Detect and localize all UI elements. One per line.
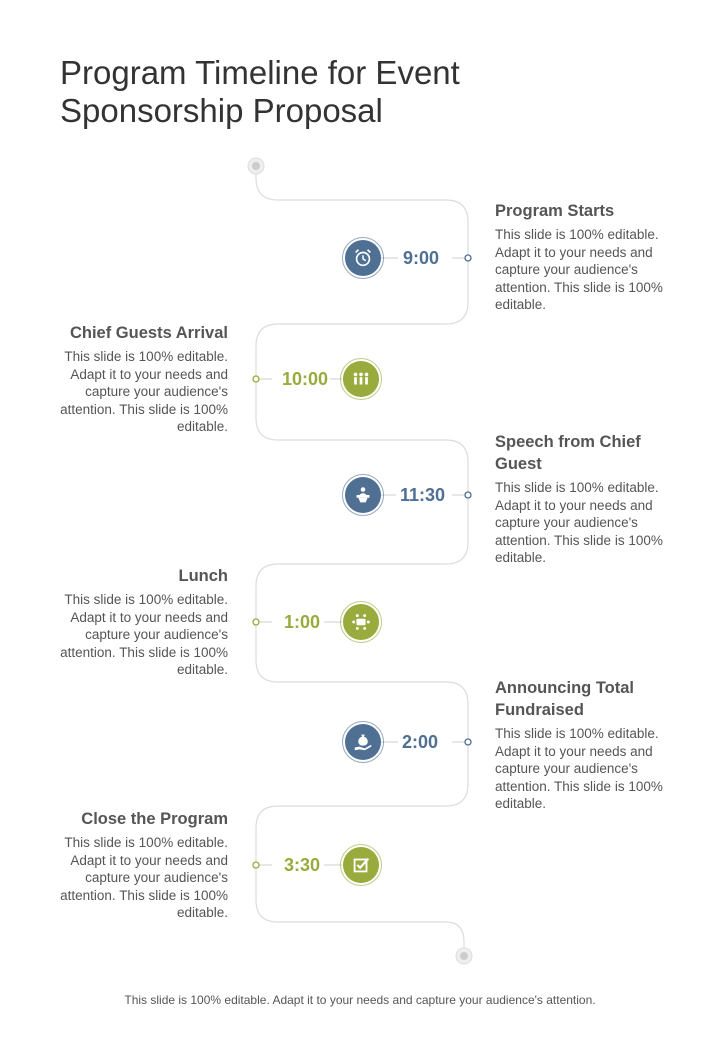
event-block-program-starts [495, 200, 670, 314]
event-block-close-the-program [33, 808, 228, 922]
event-block-speech-from-chief-guest [495, 431, 670, 567]
event-block-announcing-total-fundraised [495, 677, 670, 813]
event-time: 3:30 [283, 855, 320, 875]
event-block-lunch [33, 565, 228, 679]
speaker-podium-icon [345, 477, 381, 513]
event-time: 1:00 [283, 612, 320, 632]
event-description: This slide is 100% editable. Adapt it to your needs and capture your audience's attention. This slide is 100% editable. [495, 726, 663, 811]
event-block-chief-guests-arrival [33, 322, 228, 436]
event-title: Announcing Total Fundraised [495, 679, 635, 719]
footer-note: This slide is 100% editable. Adapt it to your needs and capture your audience's attention. [124, 993, 596, 1007]
event-title: Speech from Chief Guest [495, 433, 641, 473]
event-description: This slide is 100% editable. Adapt it to your needs and capture your audience's attention. This slide is 100% editable. [60, 835, 228, 920]
alarm-clock-icon [345, 240, 381, 276]
people-group-icon [343, 361, 379, 397]
event-description: This slide is 100% editable. Adapt it to your needs and capture your audience's attention. This slide is 100% editable. [495, 480, 663, 565]
money-bag-hand-icon [345, 724, 381, 760]
event-title: Program Starts [495, 202, 615, 220]
event-title: Close the Program [81, 810, 228, 828]
event-description: This slide is 100% editable. Adapt it to your needs and capture your audience's attention. This slide is 100% editable. [60, 349, 228, 434]
event-title: Chief Guests Arrival [69, 324, 228, 342]
event-time: 11:30 [400, 485, 446, 505]
event-time: 9:00 [403, 248, 440, 268]
event-description: This slide is 100% editable. Adapt it to your needs and capture your audience's attention. This slide is 100% editable. [495, 227, 663, 312]
event-time: 2:00 [402, 732, 439, 752]
page-title: Program Timeline for Event Sponsorship Proposal [60, 54, 460, 129]
event-description: This slide is 100% editable. Adapt it to your needs and capture your audience's attention. This slide is 100% editable. [60, 592, 228, 677]
event-time: 10:00 [281, 369, 328, 389]
checkbox-icon [343, 847, 379, 883]
dining-table-icon [343, 604, 379, 640]
event-title: Lunch [178, 567, 228, 585]
